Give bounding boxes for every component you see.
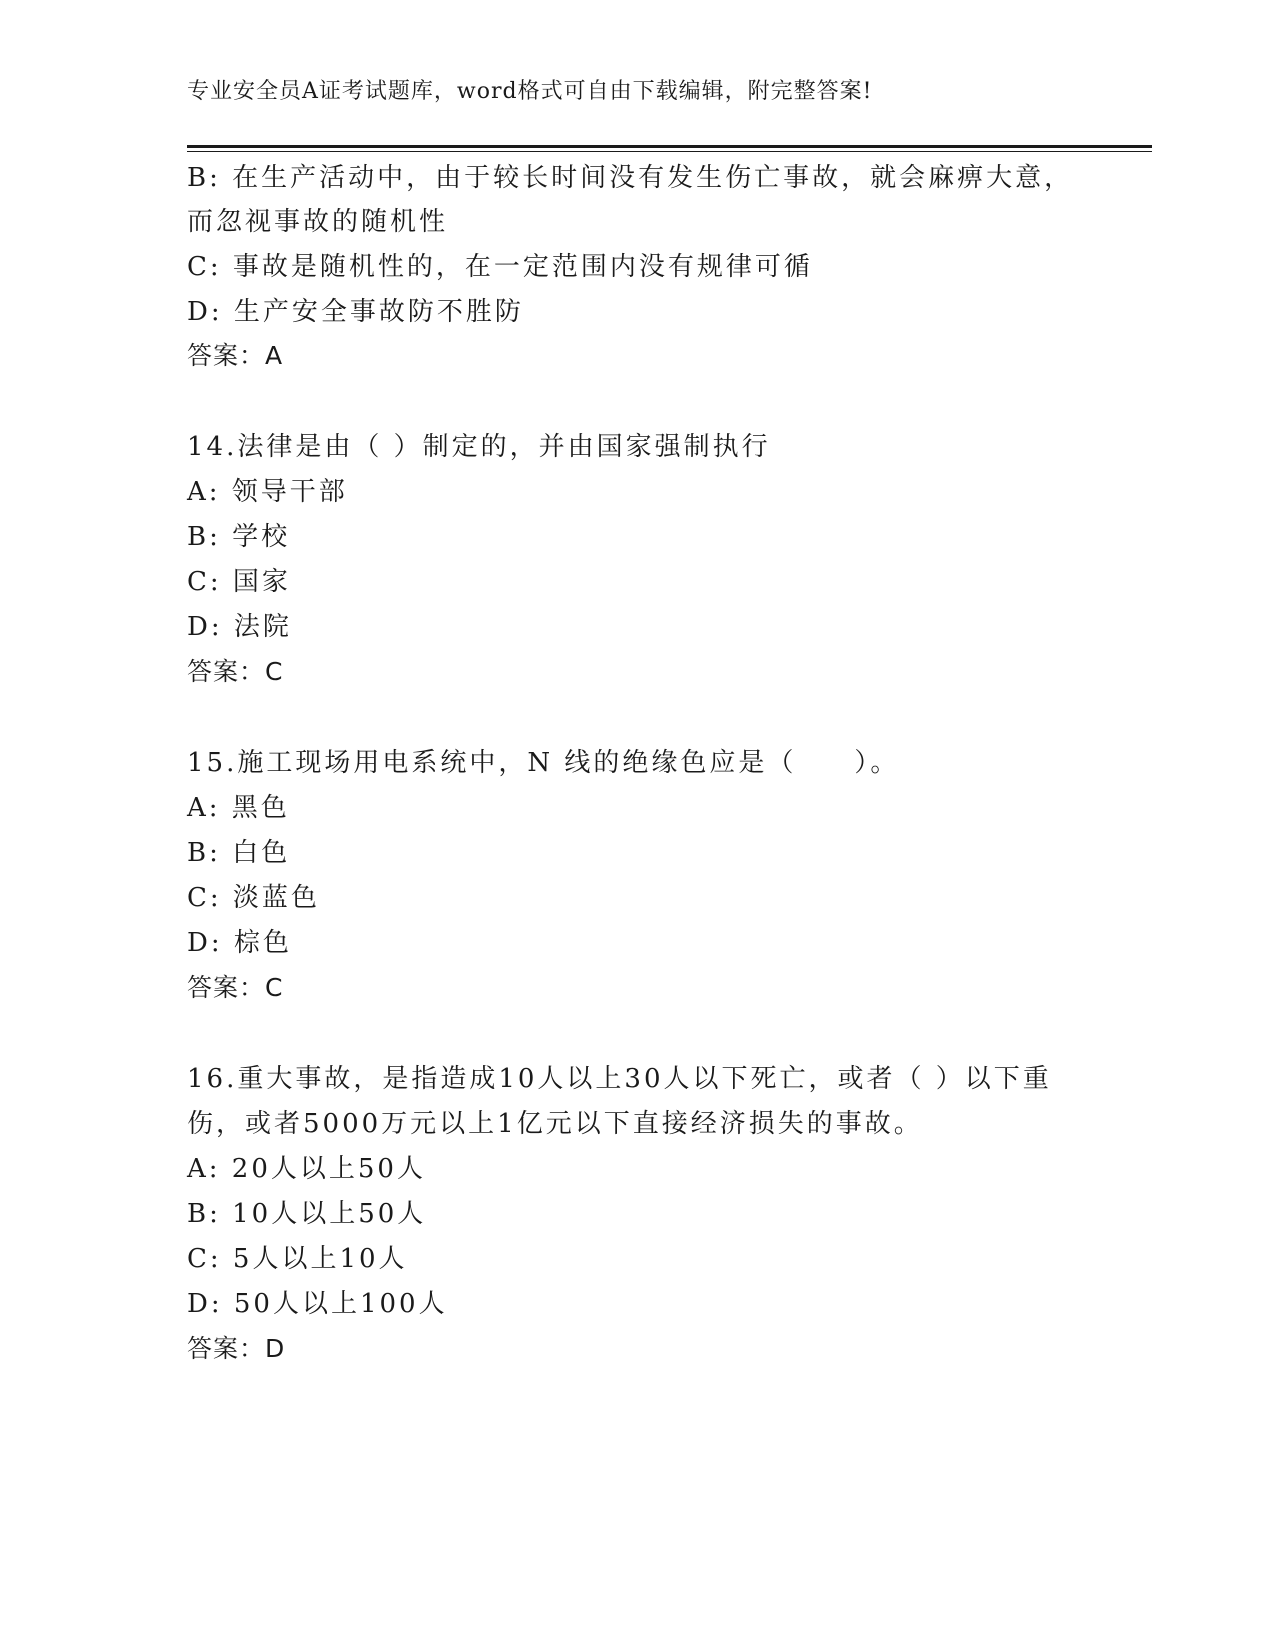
q15-option-c: C: 淡蓝色 <box>187 883 320 913</box>
q16-option-d: D: 50人以上100人 <box>187 1289 448 1319</box>
q14-option-b: B: 学校 <box>187 522 291 552</box>
q13-answer: 答案：A <box>187 341 284 370</box>
q15-answer: 答案：C <box>187 973 284 1002</box>
q14-option-d: D: 法院 <box>187 612 292 642</box>
header-rule-thick <box>187 145 1152 148</box>
header-rule-thin <box>187 151 1152 152</box>
q15-question: 15.施工现场用电系统中，N 线的绝缘色应是（ ）。 <box>187 748 900 778</box>
q16-option-a: A: 20人以上50人 <box>187 1154 426 1184</box>
q13-option-c: C: 事故是随机性的，在一定范围内没有规律可循 <box>187 252 813 282</box>
q16-option-b: B: 10人以上50人 <box>187 1199 427 1229</box>
q16-answer: 答案：D <box>187 1334 286 1363</box>
q15-option-b: B: 白色 <box>187 838 291 868</box>
q16-option-c: C: 5人以上10人 <box>187 1244 408 1274</box>
q13-option-b-line1: B: 在生产活动中，由于较长时间没有发生伤亡事故，就会麻痹大意， <box>187 163 1074 193</box>
page-header: 专业安全员A证考试题库，word格式可自由下载编辑，附完整答案! <box>187 79 873 104</box>
q14-option-a: A: 领导干部 <box>187 477 348 507</box>
q14-answer: 答案：C <box>187 657 284 686</box>
q15-option-a: A: 黑色 <box>187 793 290 823</box>
q13-option-d: D: 生产安全事故防不胜防 <box>187 297 524 327</box>
q14-option-c: C: 国家 <box>187 567 291 597</box>
q16-question-line2: 伤，或者5000万元以上1亿元以下直接经济损失的事故。 <box>187 1109 923 1139</box>
q13-option-b-line2: 而忽视事故的随机性 <box>187 207 449 237</box>
q15-option-d: D: 棕色 <box>187 928 292 958</box>
q16-question-line1: 16.重大事故，是指造成10人以上30人以下死亡，或者（ ）以下重 <box>187 1064 1052 1094</box>
q14-question: 14.法律是由（ ）制定的，并由国家强制执行 <box>187 432 771 462</box>
